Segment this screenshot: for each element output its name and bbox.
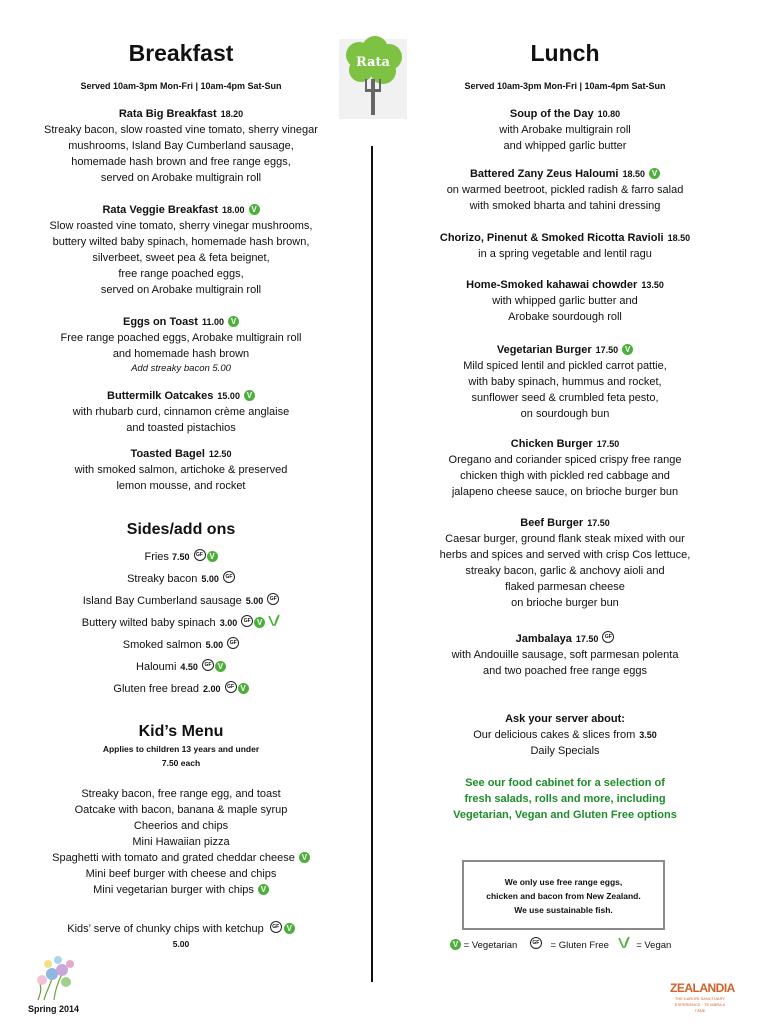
item-name: Vegetarian Burger [496,344,592,356]
vegan-leaf-icon [268,614,280,626]
lunch-hours: Served 10am-3pm Mon-Fri | 10am-4pm Sat-Sun [464,81,666,91]
gluten-free-icon: GF [602,631,614,643]
item-name: Soup of the Day [509,108,594,120]
legend-vegetarian: = Vegetarian [463,940,518,951]
vegetarian-icon: V [207,551,218,562]
item-name: Buttermilk Oatcakes [107,390,214,402]
kids-item: Mini beef burger with cheese and chips [85,868,277,880]
item-price: 11.00 [201,317,224,327]
lunch-item-beef-burger [385,516,745,611]
item-line: with baby spinach, hummus and rocket, [468,376,662,388]
item-line: mushrooms, Island Bay Cumberland sausage, [68,140,294,152]
item-line: herbs and spices and served with crisp Cos lettuce, [439,549,691,561]
vegetarian-icon: V [244,390,255,401]
item-line: flaked parmesan cheese [505,581,625,593]
item-price: 18.20 [220,109,244,119]
lunch-item-kahawai-chowder [385,278,745,325]
side-item-cumberland-sausage: Island Bay Cumberland sausage 5.00 GF [0,591,362,611]
item-price: 18.50 [667,233,691,243]
breakfast-title: Breakfast [128,40,234,66]
legend-gluten-free: = Gluten Free [550,940,609,951]
item-note: Add streaky bacon 5.00 [131,363,231,374]
item-price: 10.80 [597,109,621,119]
side-item-streaky-bacon: Streaky bacon 5.00 GF [0,569,362,589]
item-name: Rata Big Breakfast [118,108,217,120]
side-item-gluten-free-bread: Gluten free bread 2.00 GF V [0,679,362,699]
breakfast-item-rata-big-breakfast [0,107,362,186]
vegetarian-icon: V [299,852,310,863]
ask-server-cakes: Our delicious cakes & slices from 3.50 [473,729,657,741]
logo-text: Rata [356,55,390,70]
kids-chips-item [0,921,362,951]
item-price: 13.50 [641,280,664,290]
zealandia-wordmark: ZEALANDIA [670,981,735,995]
item-line: silverbeet, sweet pea & feta beignet, [92,252,270,264]
vegetarian-icon: V [215,661,226,672]
sides-list [0,547,362,699]
kids-menu-subtitle: Applies to children 13 years and under [102,744,260,754]
gluten-free-icon: GF [223,571,235,583]
item-line: buttery wilted baby spinach, homemade hash brown, [52,236,310,248]
vegetarian-icon: V [649,168,660,179]
vegetarian-icon: V [622,344,633,355]
side-item-baby-spinach: Buttery wilted baby spinach 3.00 GF V [0,613,362,633]
item-line: Streaky bacon, slow roasted vine tomato, sherry vinegar [44,124,318,136]
lunch-title: Lunch [530,40,600,66]
item-price: 17.50 [575,634,599,644]
item-line: streaky bacon, garlic & anchovy aioli and [465,565,665,577]
food-cabinet-note: See our food cabinet for a selection of fresh salads, rolls and more, including Vegetarian, Vegan and Gluten Free options [453,777,677,821]
gluten-free-icon: GF [225,681,237,693]
ask-server-block [385,712,745,759]
item-line: with smoked bharta and tahini dressing [469,200,661,212]
lunch-item-battered-haloumi [385,167,745,214]
gluten-free-icon: GF [227,637,239,649]
dietary-legend [450,936,671,951]
item-price: 15.00 [217,391,240,401]
kids-item: Mini vegetarian burger with chips V [0,882,362,898]
item-price: 17.50 [596,439,620,449]
vegetarian-icon: V [284,923,295,934]
lunch-item-chorizo-ravioli [385,231,745,262]
item-line: chicken thigh with pickled red cabbage and [460,470,670,482]
gluten-free-icon: GF [194,549,206,561]
item-line: on warmed beetroot, pickled radish & farro salad [446,184,684,196]
item-name: Eggs on Toast [123,316,198,328]
item-line: on sourdough bun [520,408,610,420]
vegetarian-icon: V [258,884,269,895]
item-line: and whipped garlic butter [503,140,627,152]
kids-menu-list [0,786,362,898]
item-line: served on Arobake multigrain roll [100,284,262,296]
item-name: Toasted Bagel [130,448,205,460]
kids-chips-label: Kids’ serve of chunky chips with ketchup [67,923,264,935]
legend-vegan: = Vegan [636,940,672,951]
item-price: 18.50 [622,169,646,179]
item-name: Jambalaya [515,633,572,645]
side-item-smoked-salmon: Smoked salmon 5.00 GF [0,635,362,655]
item-name: Home-Smoked kahawai chowder [466,279,638,291]
item-price: 12.50 [208,449,232,459]
kids-item: Streaky bacon, free range egg, and toast [81,788,281,800]
kids-chips-price: 5.00 [172,939,190,949]
sides-title: Sides/add ons [126,521,236,538]
item-line: with Andouille sausage, soft parmesan polenta [451,649,679,661]
vegetarian-icon: V [254,617,265,628]
item-line: Oregano and coriander spiced crispy free range [448,454,682,466]
lunch-item-chicken-burger [385,437,745,500]
kids-menu-title: Kid’s Menu [138,723,224,740]
side-item-haloumi: Haloumi 4.50 GF V [0,657,362,677]
item-name: Rata Veggie Breakfast [102,204,219,216]
item-name: Beef Burger [520,517,584,529]
vegetarian-icon: V [249,204,260,215]
item-name: Chorizo, Pinenut & Smoked Ricotta Ravioli [439,232,664,244]
kids-item: Mini Hawaiian pizza [132,836,230,848]
vegetarian-icon: V [228,316,239,327]
breakfast-hours: Served 10am-3pm Mon-Fri | 10am-4pm Sat-Sun [80,81,282,91]
season-label: Spring 2014 [28,1004,80,1014]
vegan-leaf-icon [618,936,630,948]
sourcing-notice: We only use free range eggs, chicken and bacon from New Zealand. We use sustainable fish. [462,860,665,930]
item-line: and homemade hash brown [112,348,250,360]
ask-server-specials: Daily Specials [530,745,600,757]
item-line: homemade hash brown and free range eggs, [71,156,291,168]
zealandia-tagline: THE KARORI SANCTUARY EXPERIENCE · TE MĀRA A TĀNE [674,996,726,1013]
item-name: Chicken Burger [510,438,593,450]
vegetarian-icon: V [450,939,461,950]
lunch-item-soup-of-the-day [385,107,745,154]
gluten-free-icon: GF [270,921,282,933]
item-line: served on Arobake multigrain roll [100,172,262,184]
kids-item: Oatcake with bacon, banana & maple syrup [74,804,288,816]
kids-item: Cheerios and chips [133,820,229,832]
item-line: free range poached eggs, [118,268,244,280]
side-item-fries: Fries 7.50 GF V [0,547,362,567]
breakfast-item-toasted-bagel [0,447,362,494]
item-line: Mild spiced lentil and pickled carrot pattie, [463,360,667,372]
item-line: lemon mousse, and rocket [116,480,246,492]
item-line: sunflower seed & crumbled feta pesto, [471,392,659,404]
zealandia-logo [670,980,735,1013]
lunch-item-jambalaya [385,631,745,679]
item-line: and two poached free range eggs [483,665,647,677]
item-line: with Arobake multigrain roll [499,124,631,136]
kids-item: Spaghetti with tomato and grated cheddar cheese V [0,850,362,866]
item-line: Slow roasted vine tomato, sherry vinegar mushrooms, [49,220,313,232]
item-line: in a spring vegetable and lentil ragu [478,248,652,260]
gluten-free-icon: GF [202,659,214,671]
item-line: with whipped garlic butter and [492,295,638,307]
item-price: 17.50 [595,345,619,355]
vegetarian-icon: V [238,683,249,694]
flower-illustration-icon [30,952,78,1002]
item-line: jalapeno cheese sauce, on brioche burger bun [451,486,679,498]
item-line: Caesar burger, ground flank steak mixed with our [445,533,685,545]
item-line: Free range poached eggs, Arobake multigrain roll [60,332,302,344]
kids-menu-price: 7.50 each [161,758,201,768]
breakfast-item-eggs-on-toast [0,315,362,376]
column-divider [371,146,373,982]
gluten-free-icon: GF [241,615,253,627]
item-line: and toasted pistachios [126,422,236,434]
gluten-free-icon: GF [530,937,542,949]
item-line: with smoked salmon, artichoke & preserved [74,464,288,476]
gluten-free-icon: GF [267,593,279,605]
item-line: Arobake sourdough roll [508,311,622,323]
item-name: Battered Zany Zeus Haloumi [469,168,619,180]
breakfast-item-buttermilk-oatcakes [0,389,362,436]
item-line: with rhubarb curd, cinnamon crème anglaise [72,406,290,418]
item-price: 17.50 [587,518,610,528]
lunch-item-vegetarian-burger [385,343,745,422]
item-line: on brioche burger bun [511,597,619,609]
breakfast-item-rata-veggie-breakfast [0,203,362,298]
ask-server-title: Ask your server about: [505,713,625,725]
item-price: 18.00 [222,205,245,215]
